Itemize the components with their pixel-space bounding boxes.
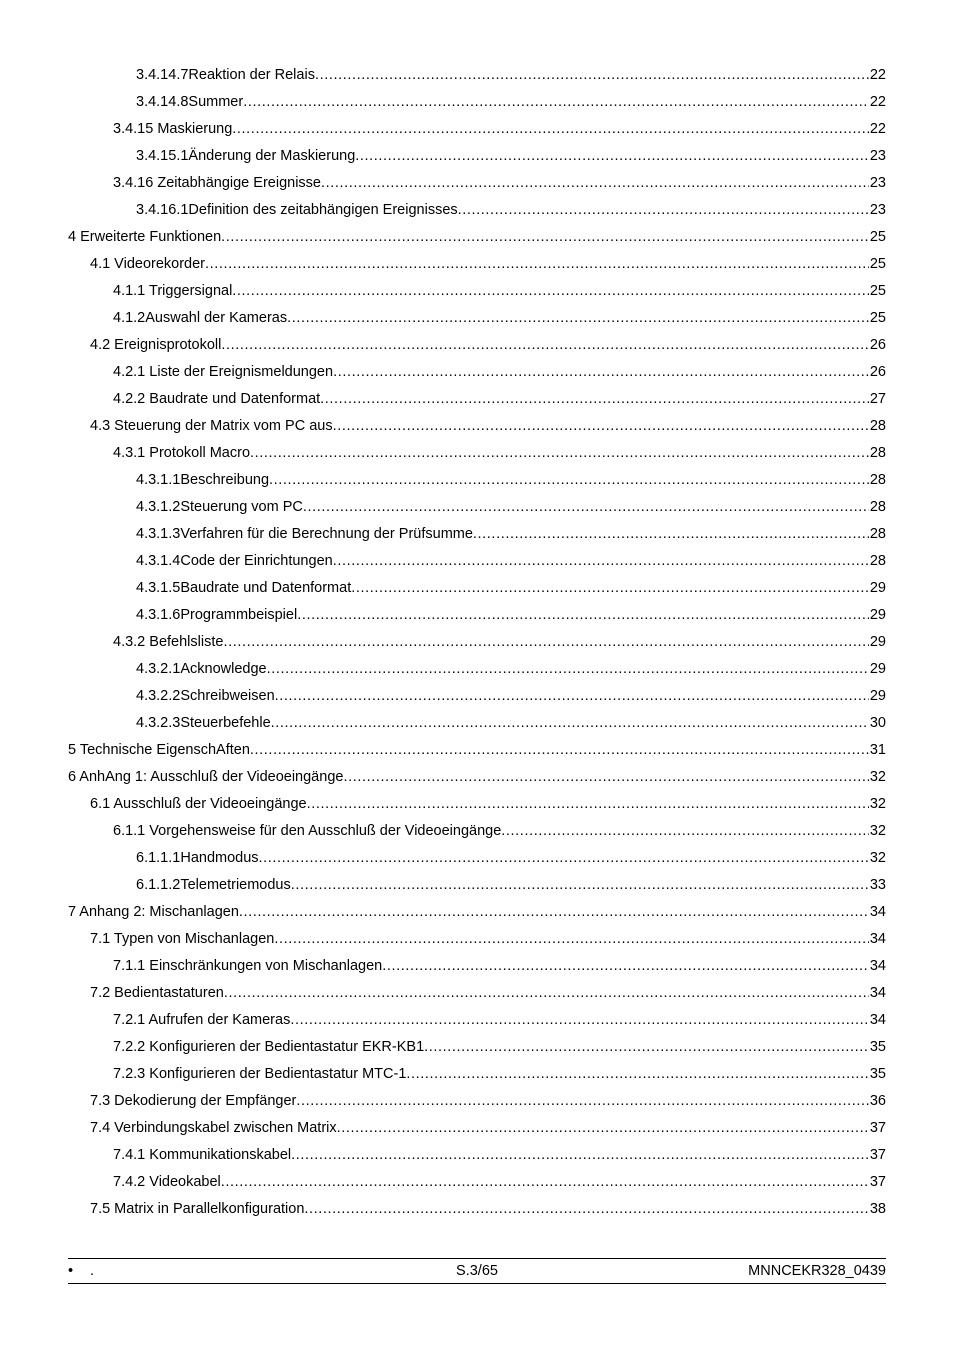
toc-entry[interactable] bbox=[0, 683, 954, 710]
toc-entry-title: 4.2.2 Baudrate und Datenformat bbox=[113, 391, 321, 407]
toc-entry-page: 36 bbox=[869, 1093, 886, 1109]
toc-dot-leader bbox=[232, 116, 869, 143]
page-footer bbox=[68, 1258, 886, 1284]
toc-entry-page: 22 bbox=[869, 67, 886, 83]
toc-entry[interactable] bbox=[0, 359, 954, 386]
toc-entry[interactable] bbox=[0, 1007, 954, 1034]
toc-dot-leader bbox=[221, 224, 869, 251]
toc-entry-page: 34 bbox=[869, 904, 886, 920]
toc-entry[interactable] bbox=[0, 845, 954, 872]
toc-entry-page: 25 bbox=[869, 229, 886, 245]
toc-entry-page: 28 bbox=[869, 472, 886, 488]
toc-entry[interactable] bbox=[0, 386, 954, 413]
toc-dot-leader bbox=[307, 791, 869, 818]
toc-entry-page: 37 bbox=[869, 1147, 886, 1163]
toc-entry-title: 7 Anhang 2: Mischanlagen bbox=[68, 904, 239, 920]
toc-dot-leader bbox=[321, 170, 869, 197]
toc-entry-title: 4.3.1.2Steuerung vom PC bbox=[136, 499, 303, 515]
toc-entry-page: 37 bbox=[869, 1174, 886, 1190]
toc-entry[interactable] bbox=[0, 575, 954, 602]
toc-entry-page: 38 bbox=[869, 1201, 886, 1217]
toc-entry-title: 7.5 Matrix in Parallelkonfiguration bbox=[90, 1201, 305, 1217]
toc-entry-title: 4.3.1 Protokoll Macro bbox=[113, 445, 251, 461]
toc-entry[interactable] bbox=[0, 548, 954, 575]
toc-dot-leader bbox=[221, 332, 868, 359]
toc-dot-leader bbox=[274, 926, 869, 953]
toc-entry-page: 34 bbox=[869, 985, 886, 1001]
toc-dot-leader bbox=[320, 386, 869, 413]
toc-entry[interactable] bbox=[0, 1196, 954, 1223]
toc-dot-leader bbox=[243, 89, 869, 116]
toc-entry-title: 4.3.2.2Schreibweisen bbox=[136, 688, 275, 704]
toc-dot-leader bbox=[303, 494, 869, 521]
toc-entry-title: 4 Erweiterte Funktionen bbox=[68, 229, 222, 245]
toc-dot-leader bbox=[296, 1088, 869, 1115]
toc-entry-title: 4.3.1.5Baudrate und Datenformat bbox=[136, 580, 352, 596]
toc-entry[interactable] bbox=[0, 1088, 954, 1115]
toc-entry[interactable] bbox=[0, 197, 954, 224]
toc-entry-title: 7.4.1 Kommunikationskabel bbox=[113, 1147, 292, 1163]
toc-entry[interactable] bbox=[0, 656, 954, 683]
toc-entry-page: 37 bbox=[869, 1120, 886, 1136]
toc-entry[interactable] bbox=[0, 413, 954, 440]
toc-entry[interactable] bbox=[0, 224, 954, 251]
toc-entry-title: 5 Technische EigenschAften bbox=[68, 742, 250, 758]
toc-entry-title: 4.3.1.1Beschreibung bbox=[136, 472, 270, 488]
toc-dot-leader bbox=[382, 953, 869, 980]
toc-entry[interactable] bbox=[0, 143, 954, 170]
toc-entry-page: 30 bbox=[869, 715, 886, 731]
toc-entry-title: 7.2.3 Konfigurieren der Bedientastatur MTC-1 bbox=[113, 1066, 407, 1082]
toc-entry[interactable] bbox=[0, 1034, 954, 1061]
toc-entry-page: 25 bbox=[869, 283, 886, 299]
toc-entry[interactable] bbox=[0, 791, 954, 818]
toc-entry-title: 7.1 Typen von Mischanlagen bbox=[90, 931, 275, 947]
toc-dot-leader bbox=[250, 737, 869, 764]
toc-entry[interactable] bbox=[0, 332, 954, 359]
toc-entry-page: 33 bbox=[869, 877, 886, 893]
toc-entry[interactable] bbox=[0, 872, 954, 899]
footer-dot: . bbox=[90, 1263, 95, 1279]
toc-dot-leader bbox=[406, 1061, 868, 1088]
toc-entry-page: 23 bbox=[869, 148, 886, 164]
toc-dot-leader bbox=[259, 845, 869, 872]
toc-entry-title: 6 AnhAng 1: Ausschluß der Videoeingänge bbox=[68, 769, 344, 785]
toc-entry[interactable] bbox=[0, 62, 954, 89]
toc-entry-title: 3.4.15.1Änderung der Maskierung bbox=[136, 148, 356, 164]
toc-entry-page: 28 bbox=[869, 499, 886, 515]
toc-entry-page: 26 bbox=[869, 337, 886, 353]
toc-entry[interactable] bbox=[0, 305, 954, 332]
toc-dot-leader bbox=[473, 521, 869, 548]
toc-entry[interactable] bbox=[0, 494, 954, 521]
toc-entry-title: 7.3 Dekodierung der Empfänger bbox=[90, 1093, 297, 1109]
toc-entry[interactable] bbox=[0, 926, 954, 953]
toc-dot-leader bbox=[232, 278, 869, 305]
toc-entry-page: 28 bbox=[869, 526, 886, 542]
toc-dot-leader bbox=[250, 440, 869, 467]
toc-entry-page: 25 bbox=[869, 256, 886, 272]
toc-entry-page: 32 bbox=[869, 796, 886, 812]
toc-entry-title: 4.3.1.4Code der Einrichtungen bbox=[136, 553, 333, 569]
table-of-contents bbox=[0, 62, 954, 1223]
toc-entry[interactable] bbox=[0, 980, 954, 1007]
toc-entry-page: 32 bbox=[869, 850, 886, 866]
toc-entry[interactable] bbox=[0, 440, 954, 467]
toc-entry[interactable] bbox=[0, 629, 954, 656]
toc-dot-leader bbox=[458, 197, 869, 224]
toc-entry[interactable] bbox=[0, 602, 954, 629]
toc-entry-title: 4.2 Ereignisprotokoll bbox=[90, 337, 222, 353]
toc-dot-leader bbox=[290, 1007, 869, 1034]
toc-entry-title: 3.4.14.7Reaktion der Relais bbox=[136, 67, 315, 83]
toc-entry-title: 7.4.2 Videokabel bbox=[113, 1174, 221, 1190]
toc-dot-leader bbox=[337, 1115, 869, 1142]
toc-dot-leader bbox=[291, 1142, 869, 1169]
toc-entry-page: 29 bbox=[869, 634, 886, 650]
toc-entry-page: 29 bbox=[869, 580, 886, 596]
toc-entry[interactable] bbox=[0, 116, 954, 143]
footer-bullet: • bbox=[68, 1263, 74, 1279]
toc-entry-page: 34 bbox=[869, 1012, 886, 1028]
toc-entry-title: 4.3.1.6Programmbeispiel bbox=[136, 607, 298, 623]
toc-entry-page: 29 bbox=[869, 661, 886, 677]
toc-entry-title: 6.1 Ausschluß der Videoeingänge bbox=[90, 796, 307, 812]
toc-entry-page: 25 bbox=[869, 310, 886, 326]
toc-entry-title: 3.4.14.8Summer bbox=[136, 94, 244, 110]
toc-dot-leader bbox=[297, 602, 869, 629]
toc-entry-page: 23 bbox=[869, 175, 886, 191]
toc-entry[interactable] bbox=[0, 1115, 954, 1142]
toc-entry-page: 34 bbox=[869, 931, 886, 947]
toc-dot-leader bbox=[269, 467, 869, 494]
toc-entry-title: 6.1.1 Vorgehensweise für den Ausschluß der Videoeingänge bbox=[113, 823, 502, 839]
toc-dot-leader bbox=[271, 710, 869, 737]
toc-entry-title: 4.3.2.1Acknowledge bbox=[136, 661, 267, 677]
toc-dot-leader bbox=[275, 683, 869, 710]
toc-entry[interactable] bbox=[0, 278, 954, 305]
toc-dot-leader bbox=[224, 980, 869, 1007]
toc-entry[interactable] bbox=[0, 467, 954, 494]
toc-entry-page: 22 bbox=[869, 121, 886, 137]
toc-entry-title: 6.1.1.2Telemetriemodus bbox=[136, 877, 291, 893]
toc-entry[interactable] bbox=[0, 170, 954, 197]
toc-entry-title: 6.1.1.1Handmodus bbox=[136, 850, 259, 866]
toc-entry-title: 4.3.2 Befehlsliste bbox=[113, 634, 224, 650]
toc-entry[interactable] bbox=[0, 818, 954, 845]
toc-entry-page: 32 bbox=[869, 823, 886, 839]
toc-entry-title: 3.4.15 Maskierung bbox=[113, 121, 233, 137]
toc-entry-title: 3.4.16.1Definition des zeitabhängigen Ereignisses bbox=[136, 202, 458, 218]
toc-entry[interactable] bbox=[0, 1061, 954, 1088]
toc-entry[interactable] bbox=[0, 764, 954, 791]
toc-dot-leader bbox=[424, 1034, 869, 1061]
footer-page-number: S.3/65 bbox=[456, 1263, 498, 1279]
footer-document-id: MNNCEKR328_0439 bbox=[748, 1263, 886, 1279]
toc-dot-leader bbox=[333, 359, 869, 386]
toc-entry-title: 4.1.1 Triggersignal bbox=[113, 283, 233, 299]
toc-entry-title: 4.1.2Auswahl der Kameras bbox=[113, 310, 288, 326]
toc-entry-page: 35 bbox=[869, 1039, 886, 1055]
toc-entry-page: 29 bbox=[869, 607, 886, 623]
toc-dot-leader bbox=[223, 629, 868, 656]
toc-dot-leader bbox=[315, 62, 869, 89]
toc-entry-title: 4.1 Videorekorder bbox=[90, 256, 206, 272]
toc-entry-page: 34 bbox=[869, 958, 886, 974]
toc-dot-leader bbox=[351, 575, 869, 602]
toc-entry-page: 22 bbox=[869, 94, 886, 110]
toc-entry-title: 4.3 Steuerung der Matrix vom PC aus bbox=[90, 418, 333, 434]
toc-entry-title: 7.2 Bedientastaturen bbox=[90, 985, 224, 1001]
toc-entry[interactable] bbox=[0, 953, 954, 980]
toc-dot-leader bbox=[287, 305, 869, 332]
toc-entry-page: 23 bbox=[869, 202, 886, 218]
toc-dot-leader bbox=[501, 818, 869, 845]
toc-entry-page: 32 bbox=[869, 769, 886, 785]
toc-entry-page: 28 bbox=[869, 553, 886, 569]
toc-entry[interactable] bbox=[0, 1142, 954, 1169]
toc-entry-title: 4.3.2.3Steuerbefehle bbox=[136, 715, 271, 731]
toc-dot-leader bbox=[221, 1169, 869, 1196]
toc-entry[interactable] bbox=[0, 1169, 954, 1196]
toc-entry-title: 7.2.2 Konfigurieren der Bedientastatur EKR-KB1 bbox=[113, 1039, 425, 1055]
toc-dot-leader bbox=[333, 548, 869, 575]
toc-entry[interactable] bbox=[0, 251, 954, 278]
toc-entry[interactable] bbox=[0, 89, 954, 116]
toc-entry-title: 4.3.1.3Verfahren für die Berechnung der Prüfsumme bbox=[136, 526, 473, 542]
toc-entry-title: 3.4.16 Zeitabhängige Ereignisse bbox=[113, 175, 321, 191]
toc-dot-leader bbox=[239, 899, 869, 926]
toc-dot-leader bbox=[343, 764, 868, 791]
toc-dot-leader bbox=[291, 872, 869, 899]
toc-entry[interactable] bbox=[0, 737, 954, 764]
toc-entry[interactable] bbox=[0, 899, 954, 926]
toc-entry-page: 28 bbox=[869, 418, 886, 434]
toc-entry-page: 28 bbox=[869, 445, 886, 461]
toc-entry-page: 27 bbox=[869, 391, 886, 407]
toc-entry[interactable] bbox=[0, 521, 954, 548]
toc-entry[interactable] bbox=[0, 710, 954, 737]
toc-entry-page: 31 bbox=[869, 742, 886, 758]
toc-dot-leader bbox=[205, 251, 869, 278]
toc-dot-leader bbox=[304, 1196, 868, 1223]
toc-entry-page: 26 bbox=[869, 364, 886, 380]
toc-entry-title: 7.2.1 Aufrufen der Kameras bbox=[113, 1012, 291, 1028]
toc-dot-leader bbox=[355, 143, 869, 170]
toc-dot-leader bbox=[333, 413, 869, 440]
toc-entry-title: 7.1.1 Einschränkungen von Mischanlagen bbox=[113, 958, 383, 974]
toc-entry-page: 29 bbox=[869, 688, 886, 704]
toc-dot-leader bbox=[267, 656, 869, 683]
toc-entry-title: 4.2.1 Liste der Ereignismeldungen bbox=[113, 364, 334, 380]
toc-entry-title: 7.4 Verbindungskabel zwischen Matrix bbox=[90, 1120, 337, 1136]
toc-entry-page: 35 bbox=[869, 1066, 886, 1082]
